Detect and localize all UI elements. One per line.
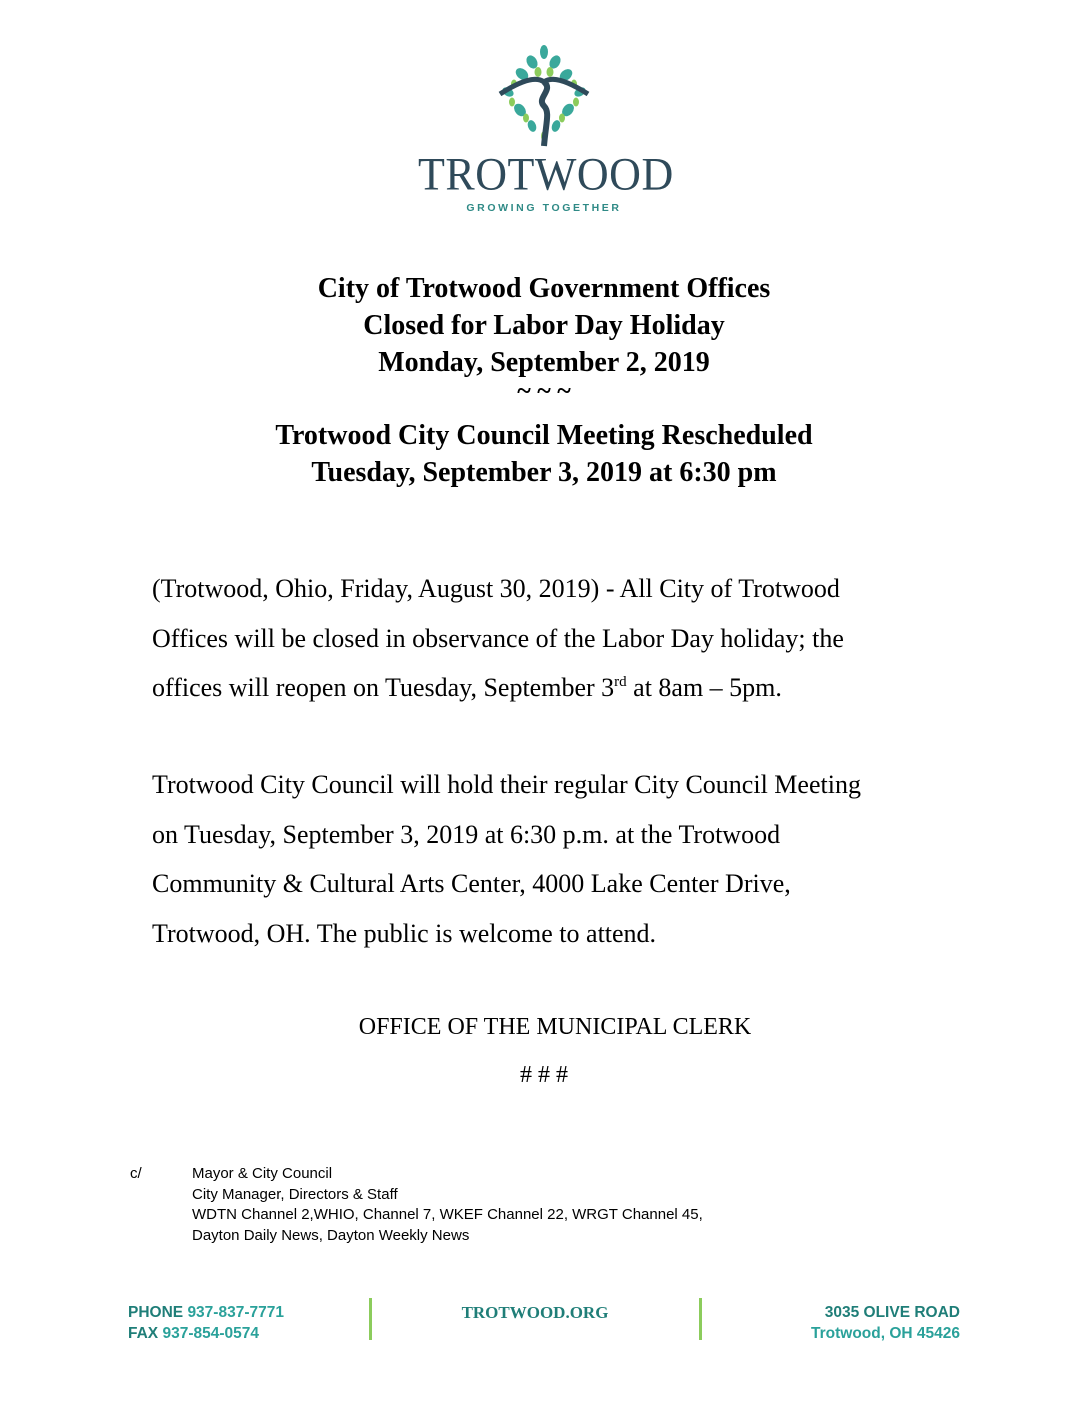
meeting-line-1: Trotwood City Council will hold their regular City Council Meeting <box>152 770 861 799</box>
meeting-line-2: on Tuesday, September 3, 2019 at 6:30 p.m. at the Trotwood <box>152 819 781 849</box>
footer-divider <box>699 1298 702 1340</box>
headline-line-1: City of Trotwood Government Offices <box>317 273 771 304</box>
cc-recipient: City Manager, Directors & Staff <box>192 1185 398 1203</box>
headline-line-3: Monday, September 2, 2019 <box>378 347 710 378</box>
headline-line-4: Trotwood City Council Meeting Rescheduled <box>275 420 813 451</box>
end-mark: # # # <box>520 1062 568 1088</box>
address-line-1: 3035 OLIVE ROAD <box>824 1304 960 1321</box>
address-line-2: Trotwood, OH 45426 <box>810 1325 960 1342</box>
ordinal-suffix: rd <box>614 674 627 690</box>
logo-tagline: GROWING TOGETHER <box>466 202 622 214</box>
trotwood-logo <box>418 42 674 222</box>
cc-recipient: Dayton Daily News, Dayton Weekly News <box>192 1226 470 1244</box>
footer-website: TROTWOOD.ORG <box>461 1303 609 1322</box>
headline-line-2: Closed for Labor Day Holiday <box>363 310 725 341</box>
meeting-paragraph <box>152 760 952 958</box>
phone-number: 937-837-7771 <box>187 1304 284 1321</box>
closure-line-3 <box>152 663 952 713</box>
headline <box>0 270 1088 491</box>
cc-recipient-list <box>192 1164 892 1246</box>
fax-number: 937-854-0574 <box>162 1325 259 1342</box>
cc-recipient: WDTN Channel 2,WHIO, Channel 7, WKEF Channel 22, WRGT Channel 45, <box>192 1206 703 1223</box>
closure-line-3-text: offices will reopen on Tuesday, September 3 <box>152 673 615 702</box>
logo-wordmark: TROTWOOD <box>418 148 674 201</box>
cc-recipient: Mayor & City Council <box>192 1165 333 1182</box>
cc-label: c/ <box>130 1165 142 1182</box>
closure-paragraph <box>152 564 952 713</box>
headline-line-5: Tuesday, September 3, 2019 at 6:30 pm <box>311 457 777 488</box>
footer-address <box>811 1302 960 1344</box>
tree-diamond-logo-icon <box>492 42 596 148</box>
phone-label: PHONE <box>128 1304 184 1321</box>
fax-label: FAX <box>128 1325 159 1342</box>
closure-line-1: (Trotwood, Ohio, Friday, August 30, 2019) - All City of Trotwood <box>152 574 840 603</box>
headline-separator: ~ ~ ~ <box>517 376 571 405</box>
meeting-line-3: Community & Cultural Arts Center, 4000 Lake Center Drive, <box>152 869 791 898</box>
office-signature: OFFICE OF THE MUNICIPAL CLERK <box>358 1014 752 1040</box>
closure-line-3-end: at 8am – 5pm. <box>626 673 782 702</box>
closure-line-2: Offices will be closed in observance of the Labor Day holiday; the <box>152 623 844 653</box>
footer-contact <box>128 1302 284 1344</box>
meeting-line-4: Trotwood, OH. The public is welcome to attend. <box>152 918 657 948</box>
